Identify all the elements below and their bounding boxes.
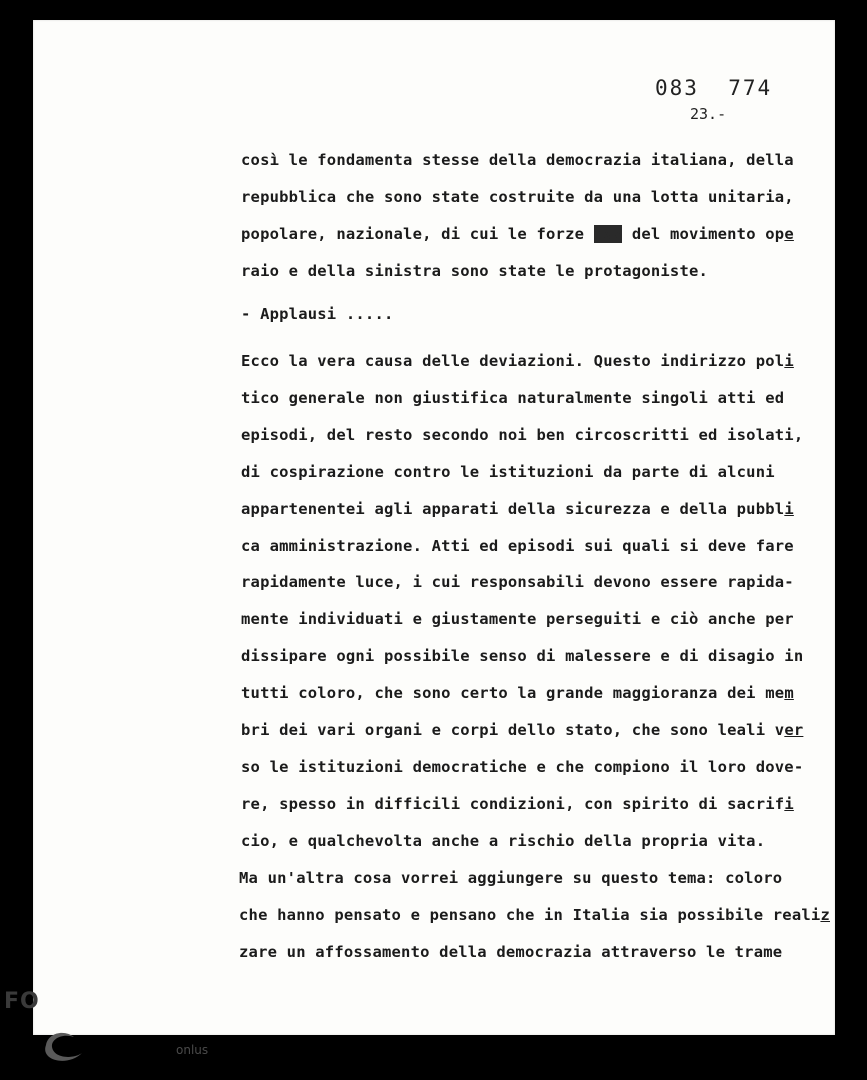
text-line bbox=[239, 943, 782, 961]
text-line bbox=[241, 352, 794, 370]
text-line bbox=[241, 463, 775, 481]
archive-number: 083 774 bbox=[655, 76, 773, 100]
text-segment: - Applausi ..... bbox=[241, 305, 394, 323]
text-line bbox=[241, 573, 794, 591]
page-number: 23.- bbox=[690, 105, 727, 123]
text-line bbox=[241, 832, 765, 850]
document-page bbox=[33, 20, 835, 1035]
text-line bbox=[241, 758, 803, 776]
text-line bbox=[241, 795, 794, 813]
text-line bbox=[239, 869, 782, 887]
text-segment: er bbox=[784, 721, 804, 739]
text-segment: re, spesso in difficili condizioni, con spirito di sacrif bbox=[241, 795, 785, 813]
text-segment: episodi, del resto secondo noi ben circoscritti ed isolati, bbox=[241, 426, 804, 444]
text-segment: Ma un'altra cosa vorrei aggiungere su questo tema: coloro bbox=[239, 869, 783, 887]
text-segment: cio, e qualchevolta anche a rischio della propria vita. bbox=[241, 832, 766, 850]
text-line bbox=[241, 225, 794, 243]
text-segment: tico generale non giustifica naturalmente singoli atti ed bbox=[241, 389, 785, 407]
text-line bbox=[241, 647, 803, 665]
text-line bbox=[241, 426, 803, 444]
text-line bbox=[241, 537, 794, 555]
text-segment: i bbox=[784, 500, 794, 518]
text-segment: rapidamente luce, i cui responsabili devono essere rapida- bbox=[241, 573, 794, 591]
text-segment: del movimento op bbox=[622, 225, 785, 243]
text-line bbox=[241, 684, 794, 702]
text-line bbox=[241, 262, 708, 280]
text-segment: mente individuati e giustamente perseguiti e ciò anche per bbox=[241, 610, 794, 628]
struck-text: dxx bbox=[593, 225, 623, 243]
text-segment: popolare, nazionale, di cui le forze bbox=[241, 225, 594, 243]
text-segment: e bbox=[784, 225, 794, 243]
text-line bbox=[241, 188, 794, 206]
text-segment: appartenentei agli apparati della sicurezza e della pubbl bbox=[241, 500, 785, 518]
text-line bbox=[241, 610, 794, 628]
text-segment: ca amministrazione. Atti ed episodi sui quali si deve fare bbox=[241, 537, 794, 555]
text-segment: raio e della sinistra sono state le protagoniste. bbox=[241, 262, 709, 280]
text-segment: Ecco la vera causa delle deviazioni. Questo indirizzo pol bbox=[241, 352, 785, 370]
text-segment: so le istituzioni democratiche e che compiono il loro dove- bbox=[241, 758, 804, 776]
text-line bbox=[241, 305, 394, 323]
text-segment: dissipare ogni possibile senso di malessere e di disagio in bbox=[241, 647, 804, 665]
text-segment: tutti coloro, che sono certo la grande maggioranza dei me bbox=[241, 684, 785, 702]
watermark-text: FO bbox=[4, 989, 40, 1014]
text-segment: i bbox=[784, 795, 794, 813]
text-segment: repubblica che sono state costruite da una lotta unitaria, bbox=[241, 188, 794, 206]
text-segment: così le fondamenta stesse della democrazia italiana, della bbox=[241, 151, 794, 169]
text-line bbox=[241, 389, 784, 407]
text-segment: m bbox=[784, 684, 794, 702]
text-segment: che hanno pensato e pensano che in Italia sia possibile reali bbox=[239, 906, 821, 924]
watermark-onlus: onlus bbox=[176, 1043, 209, 1057]
text-segment: bri dei vari organi e corpi dello stato, che sono leali v bbox=[241, 721, 785, 739]
text-segment: di cospirazione contro le istituzioni da parte di alcuni bbox=[241, 463, 775, 481]
text-segment: z bbox=[820, 906, 830, 924]
text-line bbox=[241, 151, 794, 169]
text-line bbox=[241, 721, 803, 739]
text-segment: zare un affossamento della democrazia attraverso le trame bbox=[239, 943, 783, 961]
text-segment: i bbox=[784, 352, 794, 370]
text-line bbox=[239, 906, 830, 924]
text-line bbox=[241, 500, 794, 518]
